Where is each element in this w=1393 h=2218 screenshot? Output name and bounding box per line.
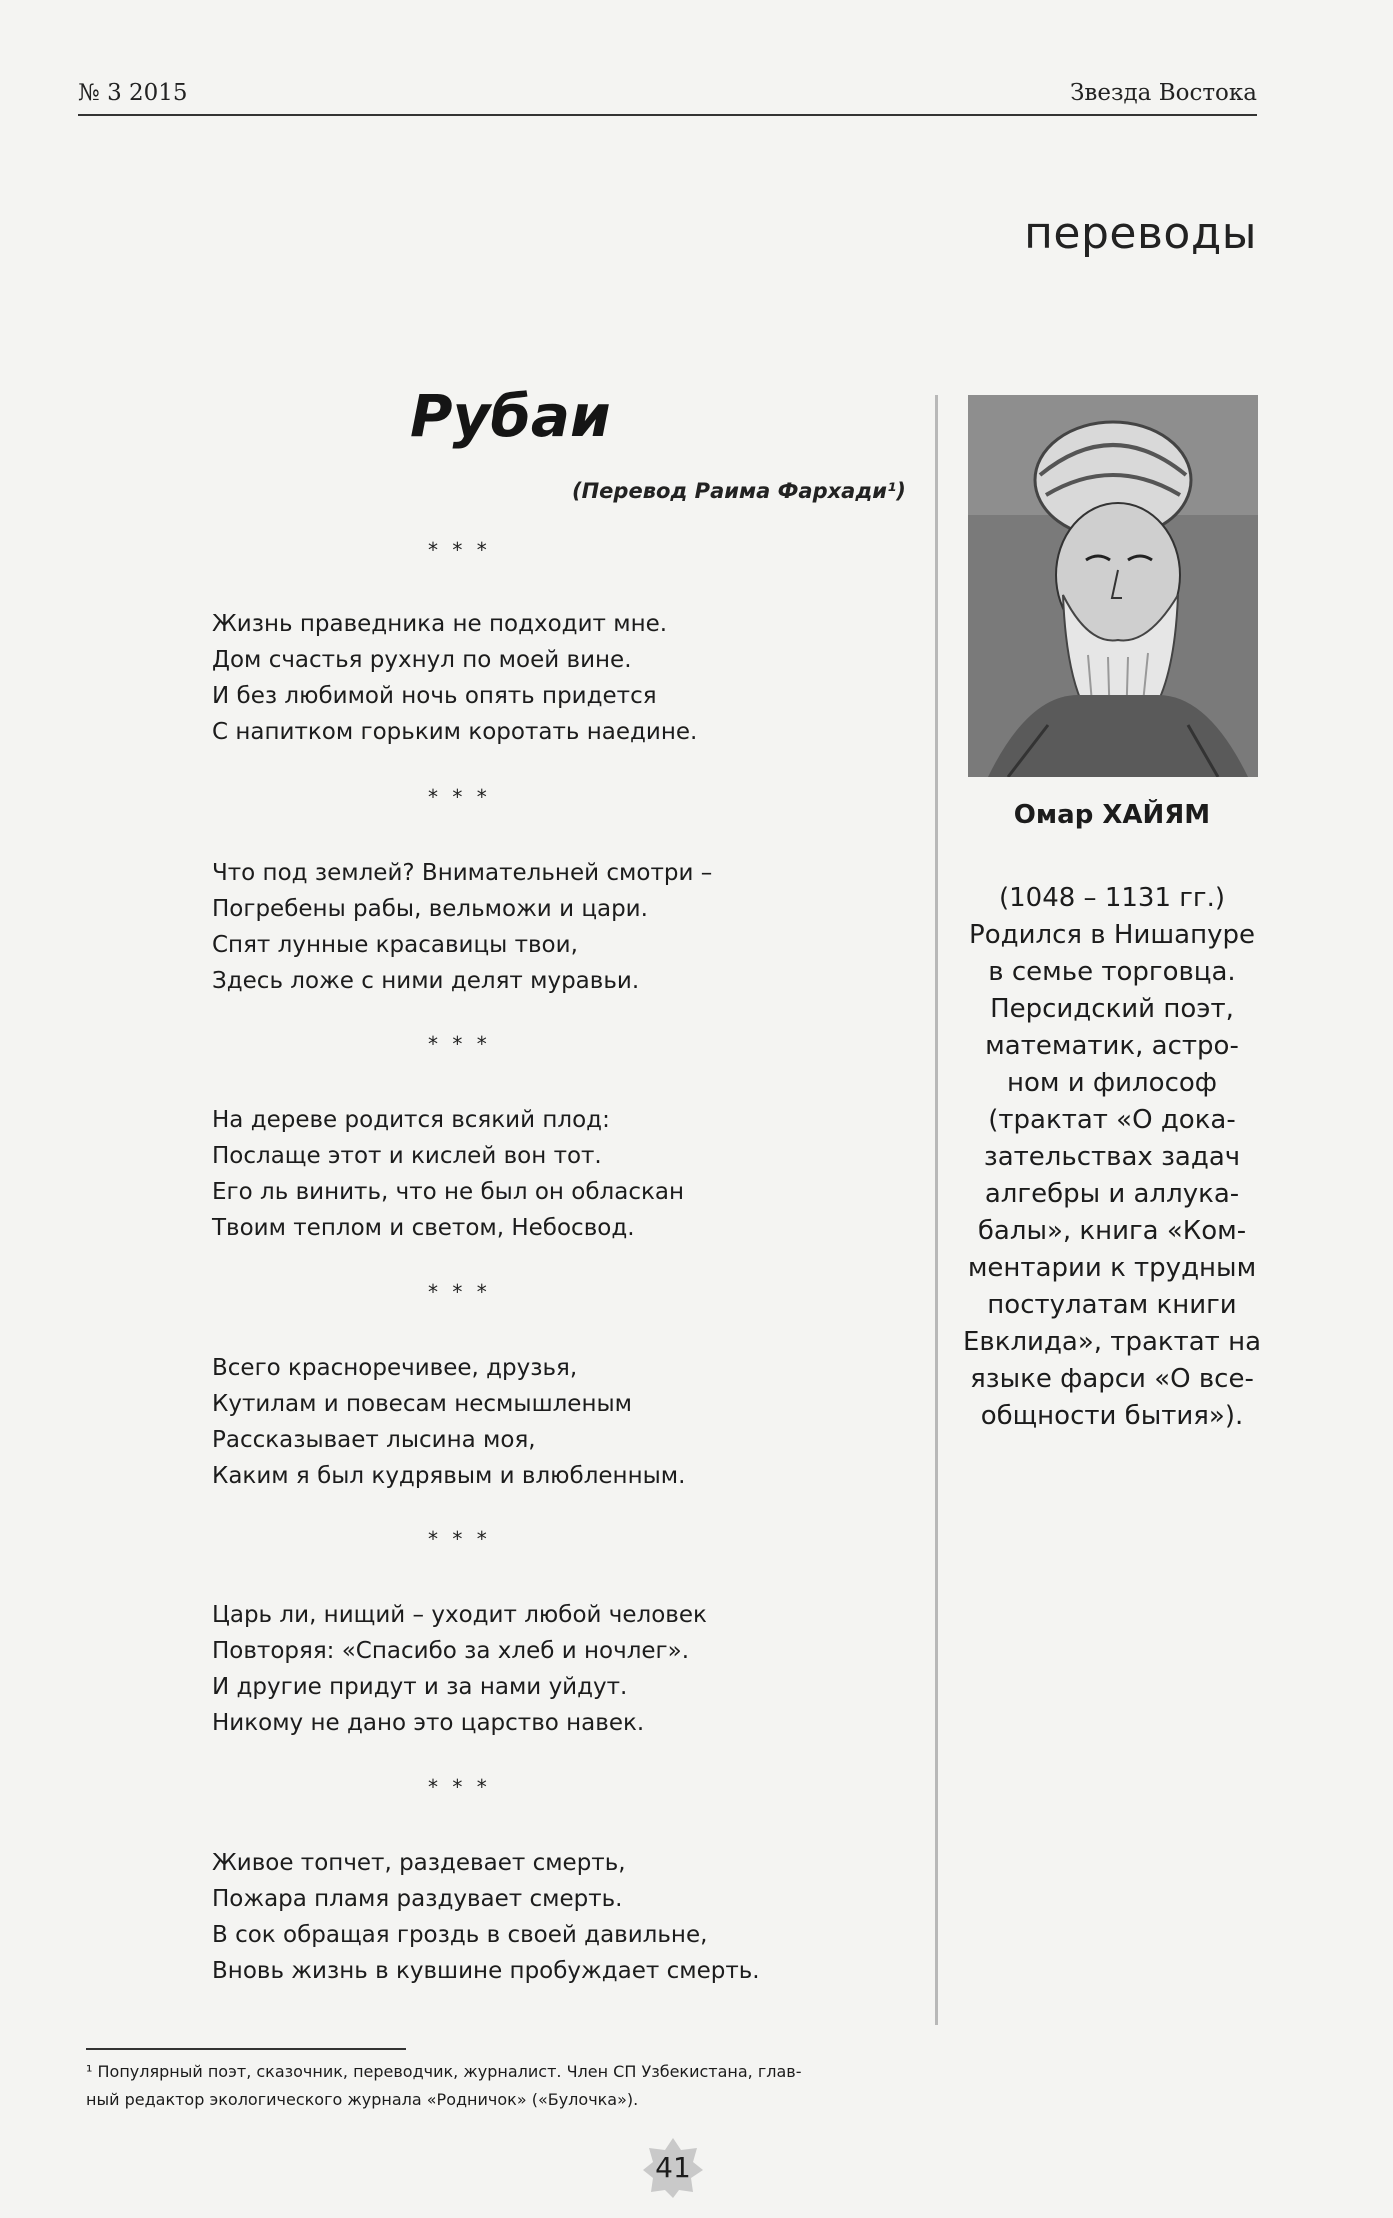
author-bio (960, 880, 1264, 1435)
verse-line: В сок обращая гроздь в своей давильне, (212, 1922, 708, 1948)
footnote-line: ¹ Популярный поэт, сказочник, переводчик, журналист. Член СП Узбекистана, глав- (86, 2062, 802, 2081)
verse-line: Рассказывает лысина моя, (212, 1427, 536, 1453)
issue-number: № 3 2015 (78, 80, 188, 106)
page-number: 41 (655, 2151, 691, 2184)
page-number-badge (641, 2136, 705, 2200)
author-portrait (968, 395, 1258, 777)
bio-line: языке фарси «О все- (970, 1364, 1254, 1394)
bio-line: в семье торговца. (988, 957, 1236, 987)
translator-credit: (Перевод Раима Фархади¹) (572, 479, 906, 503)
verse-line: Послаще этот и кислей вон тот. (212, 1143, 602, 1169)
author-name: Омар ХАЙЯМ (1013, 800, 1211, 830)
verse-line: Дом счастья рухнул по моей вине. (212, 647, 632, 673)
bio-line: постулатам книги (987, 1290, 1237, 1320)
stanza-6 (212, 1845, 912, 1989)
bio-line: Родился в Нишапуре (969, 920, 1255, 950)
footnote-line: ный редактор экологического журнала «Родничок» («Булочка»). (86, 2090, 639, 2109)
bio-line: (трактат «О дока- (988, 1105, 1236, 1135)
verse-line: Вновь жизнь в кувшине пробуждает смерть. (212, 1958, 760, 1984)
verse-line: Его ль винить, что не был он обласкан (212, 1179, 684, 1205)
verse-line: Пожара пламя раздувает смерть. (212, 1886, 623, 1912)
verse-line: Твоим теплом и светом, Небосвод. (212, 1215, 635, 1241)
bio-line: Персидский поэт, (990, 994, 1234, 1024)
verse-line: Здесь ложе с ними делят муравьи. (212, 968, 640, 994)
verse-line: Никому не дано это царство навек. (212, 1710, 645, 1736)
stanza-separator: * * * (428, 1032, 491, 1056)
verse-line: Повторяя: «Спасибо за хлеб и ночлег». (212, 1638, 690, 1664)
stanza-5 (212, 1597, 912, 1741)
stanza-separator: * * * (428, 1280, 491, 1304)
bio-line: (1048 – 1131 гг.) (998, 883, 1225, 913)
verse-line: Спят лунные красавицы твои, (212, 932, 578, 958)
verse-line: И другие придут и за нами уйдут. (212, 1674, 628, 1700)
stanza-separator: * * * (428, 538, 491, 562)
stanza-separator: * * * (428, 785, 491, 809)
verse-line: Жизнь праведника не подходит мне. (212, 611, 668, 637)
column-divider (935, 395, 938, 2025)
footnote (86, 2058, 1266, 2114)
poem-title: Рубаи (410, 382, 611, 450)
bio-line: ментарии к трудным (967, 1253, 1257, 1283)
bio-line: математик, астро- (985, 1031, 1239, 1061)
verse-line: Каким я был кудрявым и влюбленным. (212, 1463, 686, 1489)
bio-line: алгебры и аллука- (984, 1179, 1240, 1209)
verse-line: И без любимой ночь опять придется (212, 683, 657, 709)
verse-line: На дереве родится всякий плод: (212, 1107, 610, 1133)
stanza-2 (212, 855, 912, 999)
magazine-name: Звезда Востока (1070, 80, 1257, 106)
bio-line: Евклида», трактат на (962, 1327, 1262, 1357)
verse-line: Царь ли, нищий – уходит любой человек (212, 1602, 707, 1628)
verse-line: Кутилам и повесам несмышленым (212, 1391, 633, 1417)
bio-line: зательствах задач (983, 1142, 1241, 1172)
footnote-divider (86, 2048, 406, 2050)
verse-line: Живое топчет, раздевает смерть, (212, 1850, 626, 1876)
stanza-separator: * * * (428, 1775, 491, 1799)
bio-line: балы», книга «Ком- (977, 1216, 1247, 1246)
stanza-1 (212, 606, 912, 750)
verse-line: С напитком горьким коротать наедине. (212, 719, 698, 745)
section-title: переводы (1024, 208, 1257, 259)
stanza-separator: * * * (428, 1527, 491, 1551)
stanza-3 (212, 1102, 912, 1246)
verse-line: Погребены рабы, вельможи и цари. (212, 896, 648, 922)
running-header (78, 74, 1257, 116)
verse-line: Всего красноречивее, друзья, (212, 1355, 578, 1381)
stanza-4 (212, 1350, 912, 1494)
bio-line: общности бытия»). (980, 1401, 1244, 1431)
bio-line: ном и философ (1006, 1068, 1218, 1098)
verse-line: Что под землей? Внимательней смотри – (212, 860, 713, 886)
